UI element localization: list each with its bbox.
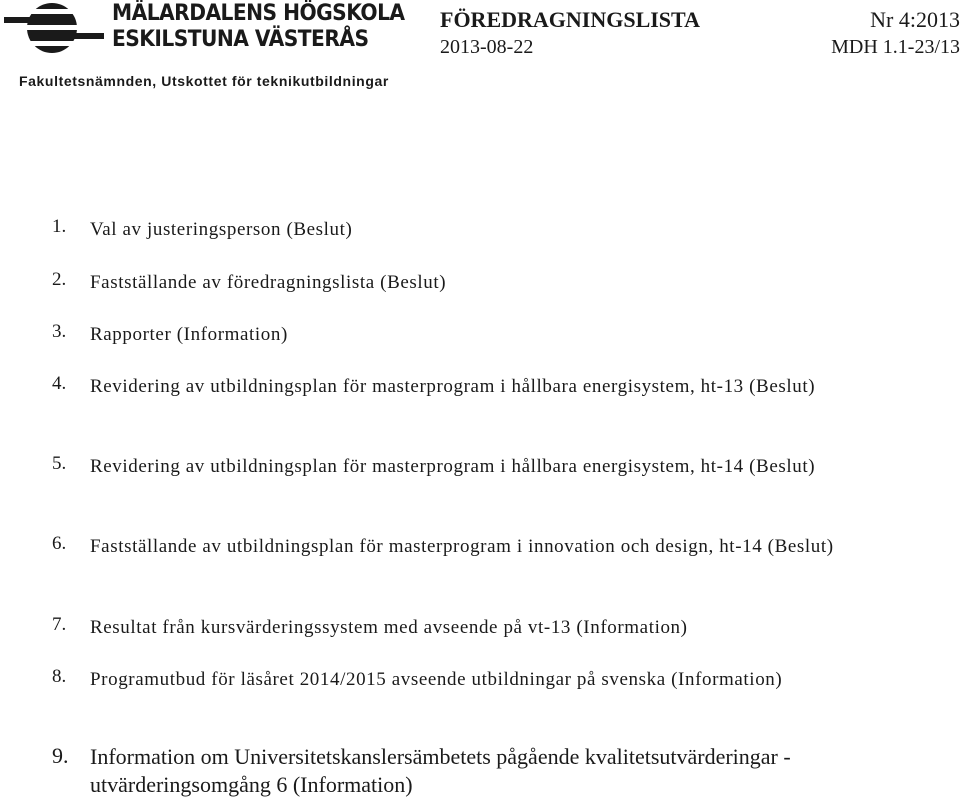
agenda-item-text: Programutbud för läsåret 2014/2015 avseende utbildningar på svenska (Information) — [90, 669, 783, 690]
agenda-item-text: Fastställande av föredragningslista (Beslut) — [90, 272, 447, 293]
agenda-item-number: 3. — [52, 321, 67, 342]
agenda-item-number: 8. — [52, 666, 67, 687]
agenda-item-text: Revidering av utbildningsplan för masterprogram i hållbara energisystem, ht-14 (Beslut) — [90, 456, 816, 477]
agenda-item-text: Fastställande av utbildningsplan för masterprogram i innovation och design, ht-14 (Beslut) — [90, 536, 834, 557]
agenda-item-number: 9. — [52, 743, 69, 768]
agenda-item-text: Information om Universitetskanslersämbetets pågående kvalitetsutvärderingar - utvärderingsomgång 6 (Information) — [90, 744, 791, 797]
agenda-item-text: Val av justeringsperson (Beslut) — [90, 219, 353, 240]
agenda-item-number: 2. — [52, 269, 67, 290]
university-name-line1: MÄLARDALENS HÖGSKOLA — [112, 1, 405, 26]
document-title: FÖREDRAGNINGSLISTA — [440, 7, 700, 32]
agenda-item-number: 7. — [52, 614, 67, 635]
document-header — [0, 0, 960, 100]
document-number: Nr 4:2013 — [870, 7, 960, 32]
document-date: 2013-08-22 — [440, 36, 534, 58]
agenda-item-number: 5. — [52, 453, 67, 474]
agenda-item-text: Rapporter (Information) — [90, 324, 288, 345]
agenda-item-text: Resultat från kursvärderingssystem med avseende på vt-13 (Information) — [90, 617, 688, 638]
faculty-name: Fakultetsnämnden, Utskottet för teknikutbildningar — [19, 73, 389, 89]
agenda-item-number: 4. — [52, 373, 67, 394]
university-name — [112, 1, 405, 53]
agenda-item-number: 6. — [52, 533, 67, 554]
agenda-item-number: 1. — [52, 216, 67, 237]
university-logo-icon — [0, 0, 110, 60]
agenda-item-text: Revidering av utbildningsplan för masterprogram i hållbara energisystem, ht-13 (Beslut) — [90, 376, 816, 397]
document-reference: MDH 1.1-23/13 — [831, 36, 960, 58]
university-name-line2: ESKILSTUNA VÄSTERÅS — [112, 27, 369, 52]
